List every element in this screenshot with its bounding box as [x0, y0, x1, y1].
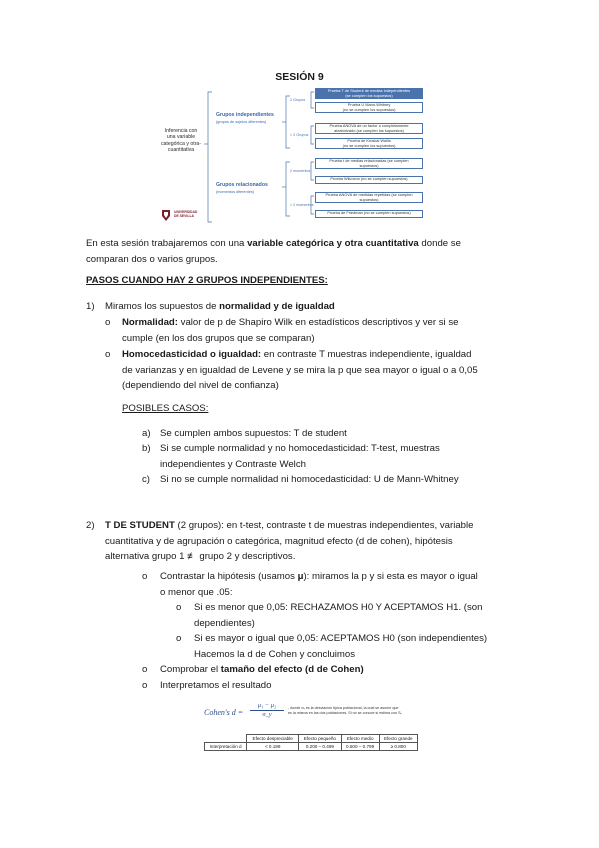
- test-box: [315, 158, 423, 169]
- group-independent-title: Grupos independientes: [216, 112, 274, 118]
- effect-size-item: [160, 662, 364, 678]
- test-box-line: Prueba ANOVA de un factor o completamente: [329, 123, 409, 128]
- cohen-numerator: μ₁ − μ₂: [250, 702, 284, 711]
- table-cell: 0.200 – 0.499: [299, 743, 342, 751]
- table-cell: Interpretación d: [205, 743, 247, 751]
- logo-text-line: DE SEVILLA: [174, 214, 194, 218]
- inference-diagram: [150, 84, 435, 232]
- bullet-icon: o: [142, 664, 148, 675]
- diagram-root-line: cuantitativa: [167, 147, 195, 154]
- step-2-bold: T DE STUDENT: [105, 520, 175, 531]
- case-marker: a): [142, 428, 151, 439]
- intro-line: [86, 236, 526, 252]
- step-2-line: cuantitativa y de agrupación o categórica, magnitud efecto (d de cohen), hipótesis: [105, 535, 453, 547]
- step-2-line: [105, 518, 525, 534]
- step-2-line: alternativa grupo 1 ≢ grupo 2 y descriptivos.: [105, 551, 296, 562]
- table-header-cell: Efecto grande: [379, 735, 417, 743]
- square-bullet-icon: o: [176, 633, 182, 644]
- normality-label: Normalidad:: [122, 317, 178, 328]
- diagram-root-line: Inferencia con: [164, 128, 198, 134]
- step-2-text: (2 grupos): en t-test, contraste t de muestras independientes, variable: [174, 520, 474, 531]
- homo-label: Homocedasticidad o igualdad:: [122, 349, 262, 360]
- intro-text: donde se: [418, 238, 461, 249]
- cohen-note: [288, 706, 438, 716]
- test-box-line: Prueba de Friedman (no se cumplen supuestos): [327, 210, 411, 215]
- test-box: [315, 123, 423, 134]
- test-box-line: Prueba T de Student de medias independientes: [327, 88, 411, 93]
- accept-item: [194, 631, 534, 662]
- reject-line: Si es menor que 0,05: RECHAZAMOS H0 Y ACEPTAMOS H1. (son: [194, 602, 483, 613]
- test-box-line: aleatorizado (se cumplen los supuestos): [334, 127, 404, 133]
- table-header-cell: [205, 735, 247, 743]
- intro-text: En esta sesión trabajaremos con una: [86, 238, 248, 249]
- cohen-table: [204, 734, 418, 751]
- normality-text: valor de p de Shapiro Wilk en estadísticos descriptivos y ver si se: [177, 317, 459, 328]
- hypothesis-line: o menor que .05:: [160, 586, 233, 598]
- test-box-line: (no se cumplen los supuestos): [342, 142, 396, 148]
- interpret-item: Interpretamos el resultado: [160, 680, 272, 691]
- test-box-line: Prueba Wilcoxon (no se cumplen supuestos): [330, 176, 408, 181]
- step-1-text: Miramos los supuestos de: [105, 301, 220, 312]
- bullet-icon: o: [105, 317, 111, 328]
- bullet-icon: o: [142, 680, 148, 691]
- test-box: [315, 88, 423, 99]
- reject-line: dependientes): [194, 617, 255, 629]
- test-box-line: Prueba t de medias relacionadas (se cumplen: [329, 158, 409, 163]
- homo-line: [122, 347, 542, 363]
- group-independent-subtitle: (grupos de sujetos diferentes): [216, 120, 267, 124]
- test-box-line: (se cumplen los supuestos): [345, 92, 393, 98]
- effect-size-text: Comprobar el: [160, 664, 221, 675]
- table-cell: < 0.199: [247, 743, 299, 751]
- cohen-formula: [204, 708, 243, 717]
- university-logo-text: [174, 210, 197, 218]
- table-header-row: [205, 735, 418, 743]
- homo-line: (dependiendo del nivel de confianza): [122, 380, 279, 391]
- test-box-line: (no se cumplen los supuestos): [342, 106, 396, 112]
- diagram-root-line: una variable: [166, 134, 196, 141]
- test-box: [315, 210, 423, 218]
- university-logo-icon: [160, 208, 172, 222]
- step-1-title: [105, 299, 335, 315]
- logo-text-line: UNIVERSIDAD: [174, 210, 198, 214]
- case-a: Se cumplen ambos supuestos: T de student: [160, 428, 347, 439]
- case-c: Si no se cumple normalidad ni homocedasticidad: U de Mann-Whitney: [160, 474, 459, 485]
- group-related-subtitle: (momentos diferentes): [216, 190, 254, 194]
- table-cell: ≥ 0.800: [379, 743, 417, 751]
- bullet-icon: o: [142, 571, 148, 582]
- accept-line: Si es mayor o igual que 0,05: ACEPTAMOS H0 (son independientes): [194, 633, 488, 644]
- test-box: [315, 192, 423, 203]
- branch-label: > 2 momentos: [290, 203, 314, 207]
- table-header-cell: Efecto pequeño: [299, 735, 342, 743]
- group-related-title: Grupos relacionados: [216, 182, 268, 188]
- case-b-line: Si se cumple normalidad y no homocedasticidad: T-test, muestras: [160, 443, 440, 454]
- homoscedasticity-item: [122, 347, 542, 394]
- test-box-line: Prueba U Mann-Whitney: [347, 102, 391, 107]
- step-2-paragraph: [105, 518, 525, 565]
- test-box-line: supuestos): [359, 196, 379, 202]
- table-row: [205, 743, 418, 751]
- hypothesis-text: Contrastar la hipótesis (usamos: [160, 571, 298, 582]
- case-marker: c): [142, 474, 150, 485]
- branch-label: > 2 Grupos: [290, 133, 309, 137]
- square-bullet-icon: o: [176, 602, 182, 613]
- table-header-cell: Efecto despreciable: [247, 735, 299, 743]
- accept-line: Hacemos la d de Cohen y concluimos: [194, 648, 356, 660]
- diagram-root-line: categórica y otra-: [160, 140, 202, 147]
- case-b-line: independientes y Contraste Welch: [160, 458, 306, 470]
- normality-item: [122, 315, 532, 346]
- intro-line: comparan dos o varios grupos.: [86, 253, 218, 265]
- cases-heading: POSIBLES CASOS:: [122, 403, 209, 414]
- normality-line: cumple (en los dos grupos que se comparan): [122, 332, 315, 344]
- effect-size-bold: tamaño del efecto (d de Cohen): [220, 664, 364, 675]
- mu-symbol: μ: [297, 571, 304, 582]
- table-cell: 0.500 – 0.799: [341, 743, 379, 751]
- hypothesis-line: [160, 569, 530, 585]
- hypothesis-text: ): miramos la p y si esta es mayor o igual: [303, 571, 478, 582]
- homo-text: en contraste T muestras independiente, igualdad: [261, 349, 472, 360]
- test-box: [315, 138, 423, 149]
- test-box: [315, 102, 423, 113]
- hypothesis-item: [160, 569, 530, 600]
- step-2-number: 2): [86, 520, 95, 531]
- bullet-icon: o: [105, 349, 111, 360]
- cohen-note-line: , donde σᵧ es la desviación típica poblacional, la cual se asume que: [288, 706, 399, 710]
- section-heading: PASOS CUANDO HAY 2 GRUPOS INDEPENDIENTES:: [86, 275, 328, 286]
- homo-line: de varianzas y en igualdad de Levene y se mira la p que sea mayor o igual o a 0,05: [122, 364, 478, 376]
- intro-bold: variable categórica y otra cuantitativa: [247, 238, 419, 249]
- intro-paragraph: [86, 236, 526, 267]
- step-1-number: 1): [86, 301, 95, 312]
- test-box-line: Prueba de Kruskal Wallis: [347, 138, 391, 143]
- session-title: SESIÓN 9: [275, 71, 324, 83]
- step-1-bold: normalidad y de igualdad: [219, 301, 335, 312]
- case-b: [160, 441, 530, 472]
- branch-label: 2 momentos: [290, 169, 311, 173]
- cohen-fraction: [250, 702, 284, 718]
- cohen-figure: [200, 700, 440, 768]
- test-box-line: Prueba ANOVA de medidas repetidas (se cumplen: [325, 192, 413, 197]
- cohen-formula-label: Cohen's d =: [204, 708, 244, 717]
- case-marker: b): [142, 443, 151, 454]
- normality-line: [122, 315, 532, 331]
- cohen-denominator: σ_y: [262, 711, 272, 718]
- test-box-line: supuestos): [359, 162, 379, 168]
- table-header-cell: Efecto medio: [341, 735, 379, 743]
- diagram-root: [156, 128, 206, 154]
- cohen-note-line: es la misma en las dos poblaciones. Si no se conoce si estima con Sᵧ: [288, 711, 402, 715]
- branch-label: 2 Grupos: [290, 98, 306, 102]
- test-box: [315, 176, 423, 184]
- reject-item: [194, 600, 534, 631]
